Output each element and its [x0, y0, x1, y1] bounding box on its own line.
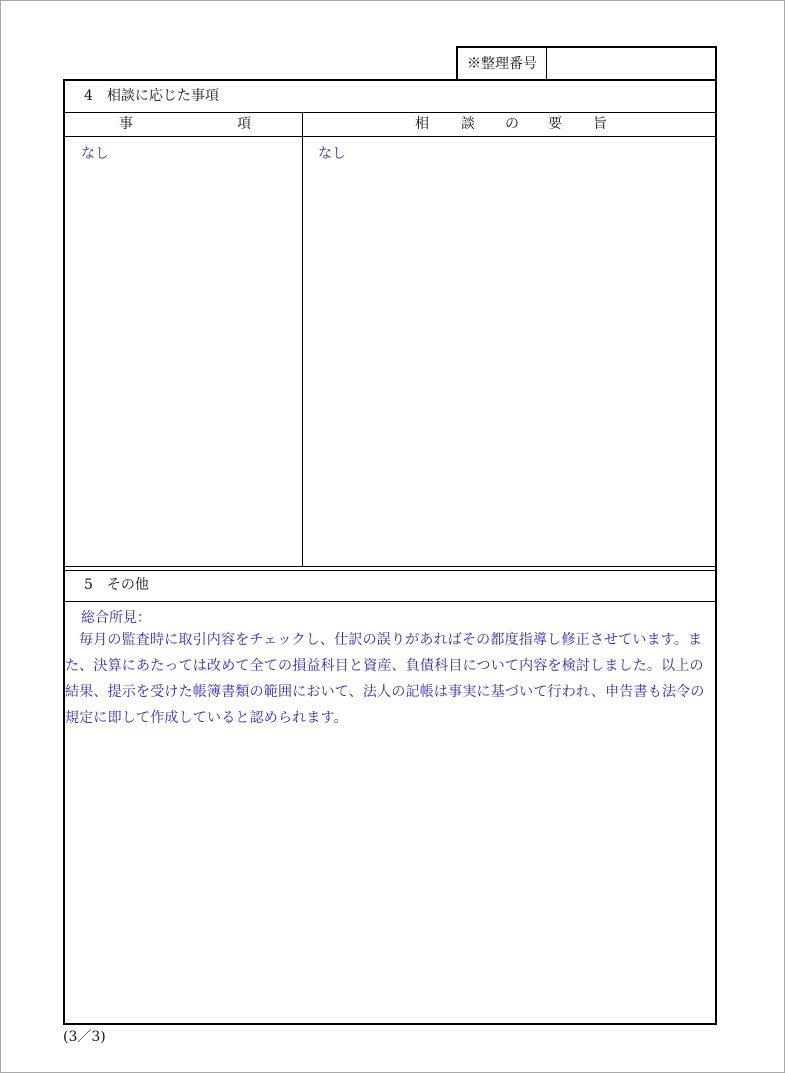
- consultation-item-cell[interactable]: [65, 137, 303, 566]
- section5-title: 5 その他: [84, 577, 149, 593]
- column-header-summary: [303, 113, 715, 137]
- column-header-summary-char: 談: [461, 116, 475, 132]
- column-header-item: [65, 113, 303, 137]
- reference-number-box: [456, 46, 717, 81]
- form-frame: [63, 79, 717, 1025]
- consultation-summary-text: なし: [318, 146, 346, 162]
- column-header-item-char: 事: [119, 116, 133, 132]
- column-header-summary-char: の: [505, 116, 519, 132]
- reference-number-label: ※整理番号: [458, 48, 547, 81]
- reference-number-field[interactable]: [547, 48, 715, 81]
- consultation-summary-cell[interactable]: [303, 137, 715, 566]
- section4-title: 4 相談に応じた事項: [84, 88, 219, 104]
- overall-opinion-label: 総合所見：: [81, 610, 151, 626]
- section5-header: [65, 570, 715, 602]
- overall-opinion-text[interactable]: 毎月の監査時に取引内容をチェックし、仕訳の誤りがあればその都度指導し修正させています。また、決算にあたっては改めて全ての損益科目と資産、負債科目について内容を検討しました。以上の結果、提示を受けた帳簿書類の範囲において、法人の記帳は事実に基づいて行われ、申告書も法令の規定に即して作成していると認められます。: [65, 632, 705, 726]
- page-number: (3／3): [63, 1029, 106, 1045]
- column-header-summary-char: 相: [415, 116, 429, 132]
- column-header-item-char: 項: [237, 116, 251, 132]
- column-header-summary-char: 要: [548, 116, 562, 132]
- section4-header: [65, 81, 715, 113]
- column-header-summary-char: 旨: [593, 116, 607, 132]
- consultation-item-text: なし: [81, 146, 109, 162]
